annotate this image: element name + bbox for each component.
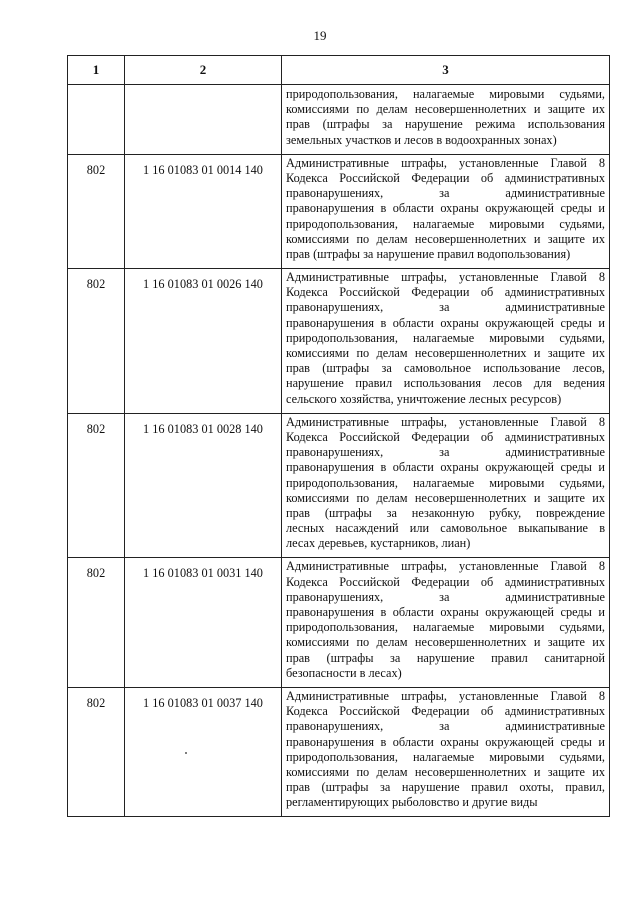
description-line: нарушение правил использования лесов для ведения [286,376,605,391]
description-line: комиссиями по делам несовершеннолетних и защите их [286,635,605,650]
description-line: правонарушениях, за административные [286,445,605,460]
description-line: комиссиями по делам несовершеннолетних и защите их [286,346,605,360]
kbk-code-cell: 1 16 01083 01 0037 140 [125,687,282,817]
description-cell [282,413,610,558]
table-row [68,558,610,688]
table-row [68,269,610,414]
description-line: Кодекса Российской Федерации об административных [286,574,605,589]
admin-code-cell: 802 [68,269,125,414]
kbk-code-cell: 1 16 01083 01 0031 140 [125,558,282,688]
description-line: прав (штрафы за незаконную рубку, повреждение [286,505,605,520]
description-line: правонарушения в области охраны окружающей среды и [286,201,605,216]
description-line: Кодекса Российской Федерации об административных [286,429,605,444]
description-line: природопользования, налагаемые мировыми судьями, [286,749,605,764]
description-line: правонарушениях, за административные [286,186,605,201]
description-line: прав (штрафы за нарушение режима использования [286,117,605,132]
description-cell [282,269,610,414]
description-line: правонарушения в области охраны окружающей среды и [286,605,605,619]
description-line: комиссиями по делам несовершеннолетних и защите их [286,764,605,779]
description-line: Административные штрафы, установленные Главой 8 [286,688,605,703]
description-line: правонарушениях, за административные [286,719,605,734]
description-line: Кодекса Российской Федерации об административных [286,170,605,185]
description-line: земельных участков и лесов в водоохранных зонах) [286,132,557,147]
description-line: Административные штрафы, установленные Главой 8 [286,559,605,574]
description-line: природопользования, налагаемые мировыми судьями, [286,87,605,101]
description-line: безопасности в лесах) [286,665,402,680]
description-cell [282,687,610,817]
admin-code-cell: 802 [68,687,125,817]
description-line: правонарушения в области охраны окружающей среды и [286,315,605,330]
description-line: природопользования, налагаемые мировыми судьями, [286,475,605,490]
description-line: природопользования, налагаемые мировыми судьями, [286,330,605,345]
description-line: природопользования, налагаемые мировыми судьями, [286,216,605,231]
description-line: комиссиями по делам несовершеннолетних и защите их [286,490,605,505]
table-row [68,85,610,155]
table-body [68,85,610,817]
description-line: природопользования, налагаемые мировыми судьями, [286,620,605,635]
description-line: Административные штрафы, установленные Главой 8 [286,270,605,285]
description-line: правонарушениях, за административные [286,300,605,315]
description-line: лесных насаждений или самовольное выкапывание в [286,521,605,536]
description-line: прав (штрафы за самовольное использование лесов, [286,361,605,376]
description-line: комиссиями по делам несовершеннолетних и защите их [286,102,605,117]
description-line: Кодекса Российской Федерации об административных [286,704,605,719]
scan-mark [185,752,187,754]
header-col-3: 3 [282,56,610,85]
admin-code-cell: 802 [68,413,125,558]
description-line: Административные штрафы, установленные Главой 8 [286,155,605,170]
description-line: сельского хозяйства, уничтожение лесных ресурсов) [286,391,562,406]
description-cell [282,85,610,155]
kbk-table [67,55,610,817]
kbk-code-cell: 1 16 01083 01 0014 140 [125,154,282,268]
description-cell [282,558,610,688]
description-line: правонарушениях, за административные [286,589,605,604]
description-cell [282,154,610,268]
table-header-row [68,56,610,85]
header-col-2: 2 [125,56,282,85]
description-line: прав (штрафы за нарушение правил водопользования) [286,246,571,261]
table-row [68,413,610,558]
description-line: прав (штрафы за нарушение правил санитарной [286,650,605,665]
description-line: правонарушения в области охраны окружающей среды и [286,734,605,749]
header-col-1: 1 [68,56,125,85]
table-row [68,687,610,817]
description-line: регламентирующих рыболовство и другие виды [286,795,538,810]
table-row [68,154,610,268]
description-line: правонарушения в области охраны окружающей среды и [286,460,605,475]
admin-code-cell: 802 [68,154,125,268]
admin-code-cell: 802 [68,558,125,688]
description-line: прав (штрафы за нарушение правил охоты, правил, [286,780,605,795]
description-line: Административные штрафы, установленные Главой 8 [286,414,605,429]
kbk-code-cell: 1 16 01083 01 0028 140 [125,413,282,558]
description-line: комиссиями по делам несовершеннолетних и защите их [286,231,605,246]
kbk-code-cell: 1 16 01083 01 0026 140 [125,269,282,414]
page-number: 19 [313,28,327,43]
description-line: лесах деревьев, кустарников, лиан) [286,536,471,551]
kbk-code-cell [125,85,282,155]
description-line: Кодекса Российской Федерации об административных [286,285,605,300]
admin-code-cell [68,85,125,155]
